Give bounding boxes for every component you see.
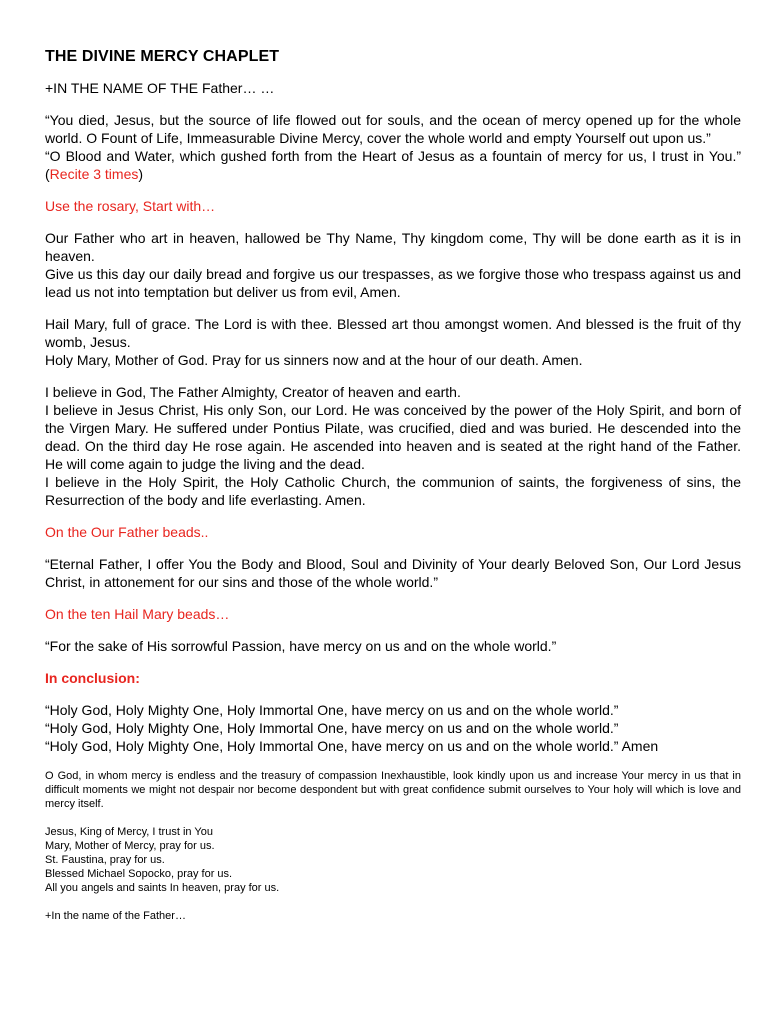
- invocation: Jesus, King of Mercy, I trust in You: [45, 826, 213, 838]
- opening-prayer-2-text: “O Blood and Water, which gushed forth from the Heart of Jesus as a fountain of mercy for us, I trust in You.” (: [45, 148, 741, 182]
- invocation: All you angels and saints In heaven, pray for us.: [45, 882, 280, 894]
- hail-mary-1: Hail Mary, full of grace. The Lord is with thee. Blessed art thou amongst women. And blessed is the fruit of thy womb, Jesus.: [45, 316, 741, 350]
- holy-god-line: “Holy God, Holy Mighty One, Holy Immortal One, have mercy on us and on the whole world.”: [45, 720, 619, 736]
- creed-2: I believe in Jesus Christ, His only Son, our Lord. He was conceived by the power of the Holy Spirit, and born of the Virgen Mary. He suffered under Pontius Pilate, was crucified, died and was buried. He descended into the dead. On the third day He rose again. He ascended into heaven and is seated at the right hand of the Father. He will come again to judge the living and the dead.: [45, 402, 741, 472]
- closing-prayer: O God, in whom mercy is endless and the treasury of compassion Inexhaustible, look kindly upon us and increase Your mercy in us that in difficult moments we might not despair nor become despondent but with great confidence submit ourselves to Your holy will which is love and mercy itself.: [45, 770, 741, 810]
- sorrowful-passion-prayer: “For the sake of His sorrowful Passion, have mercy on us and on the whole world.”: [45, 638, 557, 654]
- eternal-father-prayer: “Eternal Father, I offer You the Body and Blood, Soul and Divinity of Your dearly Beloved Son, Our Lord Jesus Christ, in attonement for our sins and those of the whole world.”: [45, 556, 741, 590]
- holy-god-line-last: [45, 737, 741, 755]
- invocation: Mary, Mother of Mercy, pray for us.: [45, 840, 215, 852]
- creed-1: I believe in God, The Father Almighty, Creator of heaven and earth.: [45, 384, 461, 400]
- conclusion-heading: In conclusion:: [45, 670, 140, 686]
- invocation: St. Faustina, pray for us.: [45, 854, 165, 866]
- rosary-instruction: Use the rosary, Start with…: [45, 198, 216, 214]
- document-title: THE DIVINE MERCY CHAPLET: [45, 48, 280, 65]
- creed-3: I believe in the Holy Spirit, the Holy Catholic Church, the communion of saints, the forgiveness of sins, the Resurrection of the body and life everlasting. Amen.: [45, 474, 741, 508]
- closing-sign: +In the name of the Father…: [45, 910, 186, 922]
- holy-god-line: “Holy God, Holy Mighty One, Holy Immortal One, have mercy on us and on the whole world.”: [45, 702, 619, 718]
- opening-sign: +IN THE NAME OF THE Father… …: [45, 80, 275, 96]
- hail-mary-beads-heading: On the ten Hail Mary beads…: [45, 606, 230, 622]
- holy-god-line: “Holy God, Holy Mighty One, Holy Immortal One, have mercy on us and on the whole world.”: [45, 738, 619, 754]
- close-paren: ): [138, 166, 144, 182]
- hail-mary-2: Holy Mary, Mother of God. Pray for us sinners now and at the hour of our death. Amen.: [45, 352, 583, 368]
- invocation: Blessed Michael Sopocko, pray for us.: [45, 868, 233, 880]
- our-father-1: Our Father who art in heaven, hallowed be Thy Name, Thy kingdom come, Thy will be done earth as it is in heaven.: [45, 230, 741, 264]
- our-father-beads-heading: On the Our Father beads..: [45, 524, 209, 540]
- amen: Amen: [621, 738, 659, 754]
- recite-note: Recite 3 times: [49, 166, 139, 182]
- opening-prayer-2: [45, 147, 741, 183]
- opening-prayer-1: “You died, Jesus, but the source of life flowed out for souls, and the ocean of mercy opened up for the whole world. O Fount of Life, Immeasurable Divine Mercy, cover the whole world and empty Yourself out upon us.”: [45, 112, 741, 146]
- our-father-2: Give us this day our daily bread and forgive us our trespasses, as we forgive those who trespass against us and lead us not into temptation but deliver us from evil, Amen.: [45, 266, 741, 300]
